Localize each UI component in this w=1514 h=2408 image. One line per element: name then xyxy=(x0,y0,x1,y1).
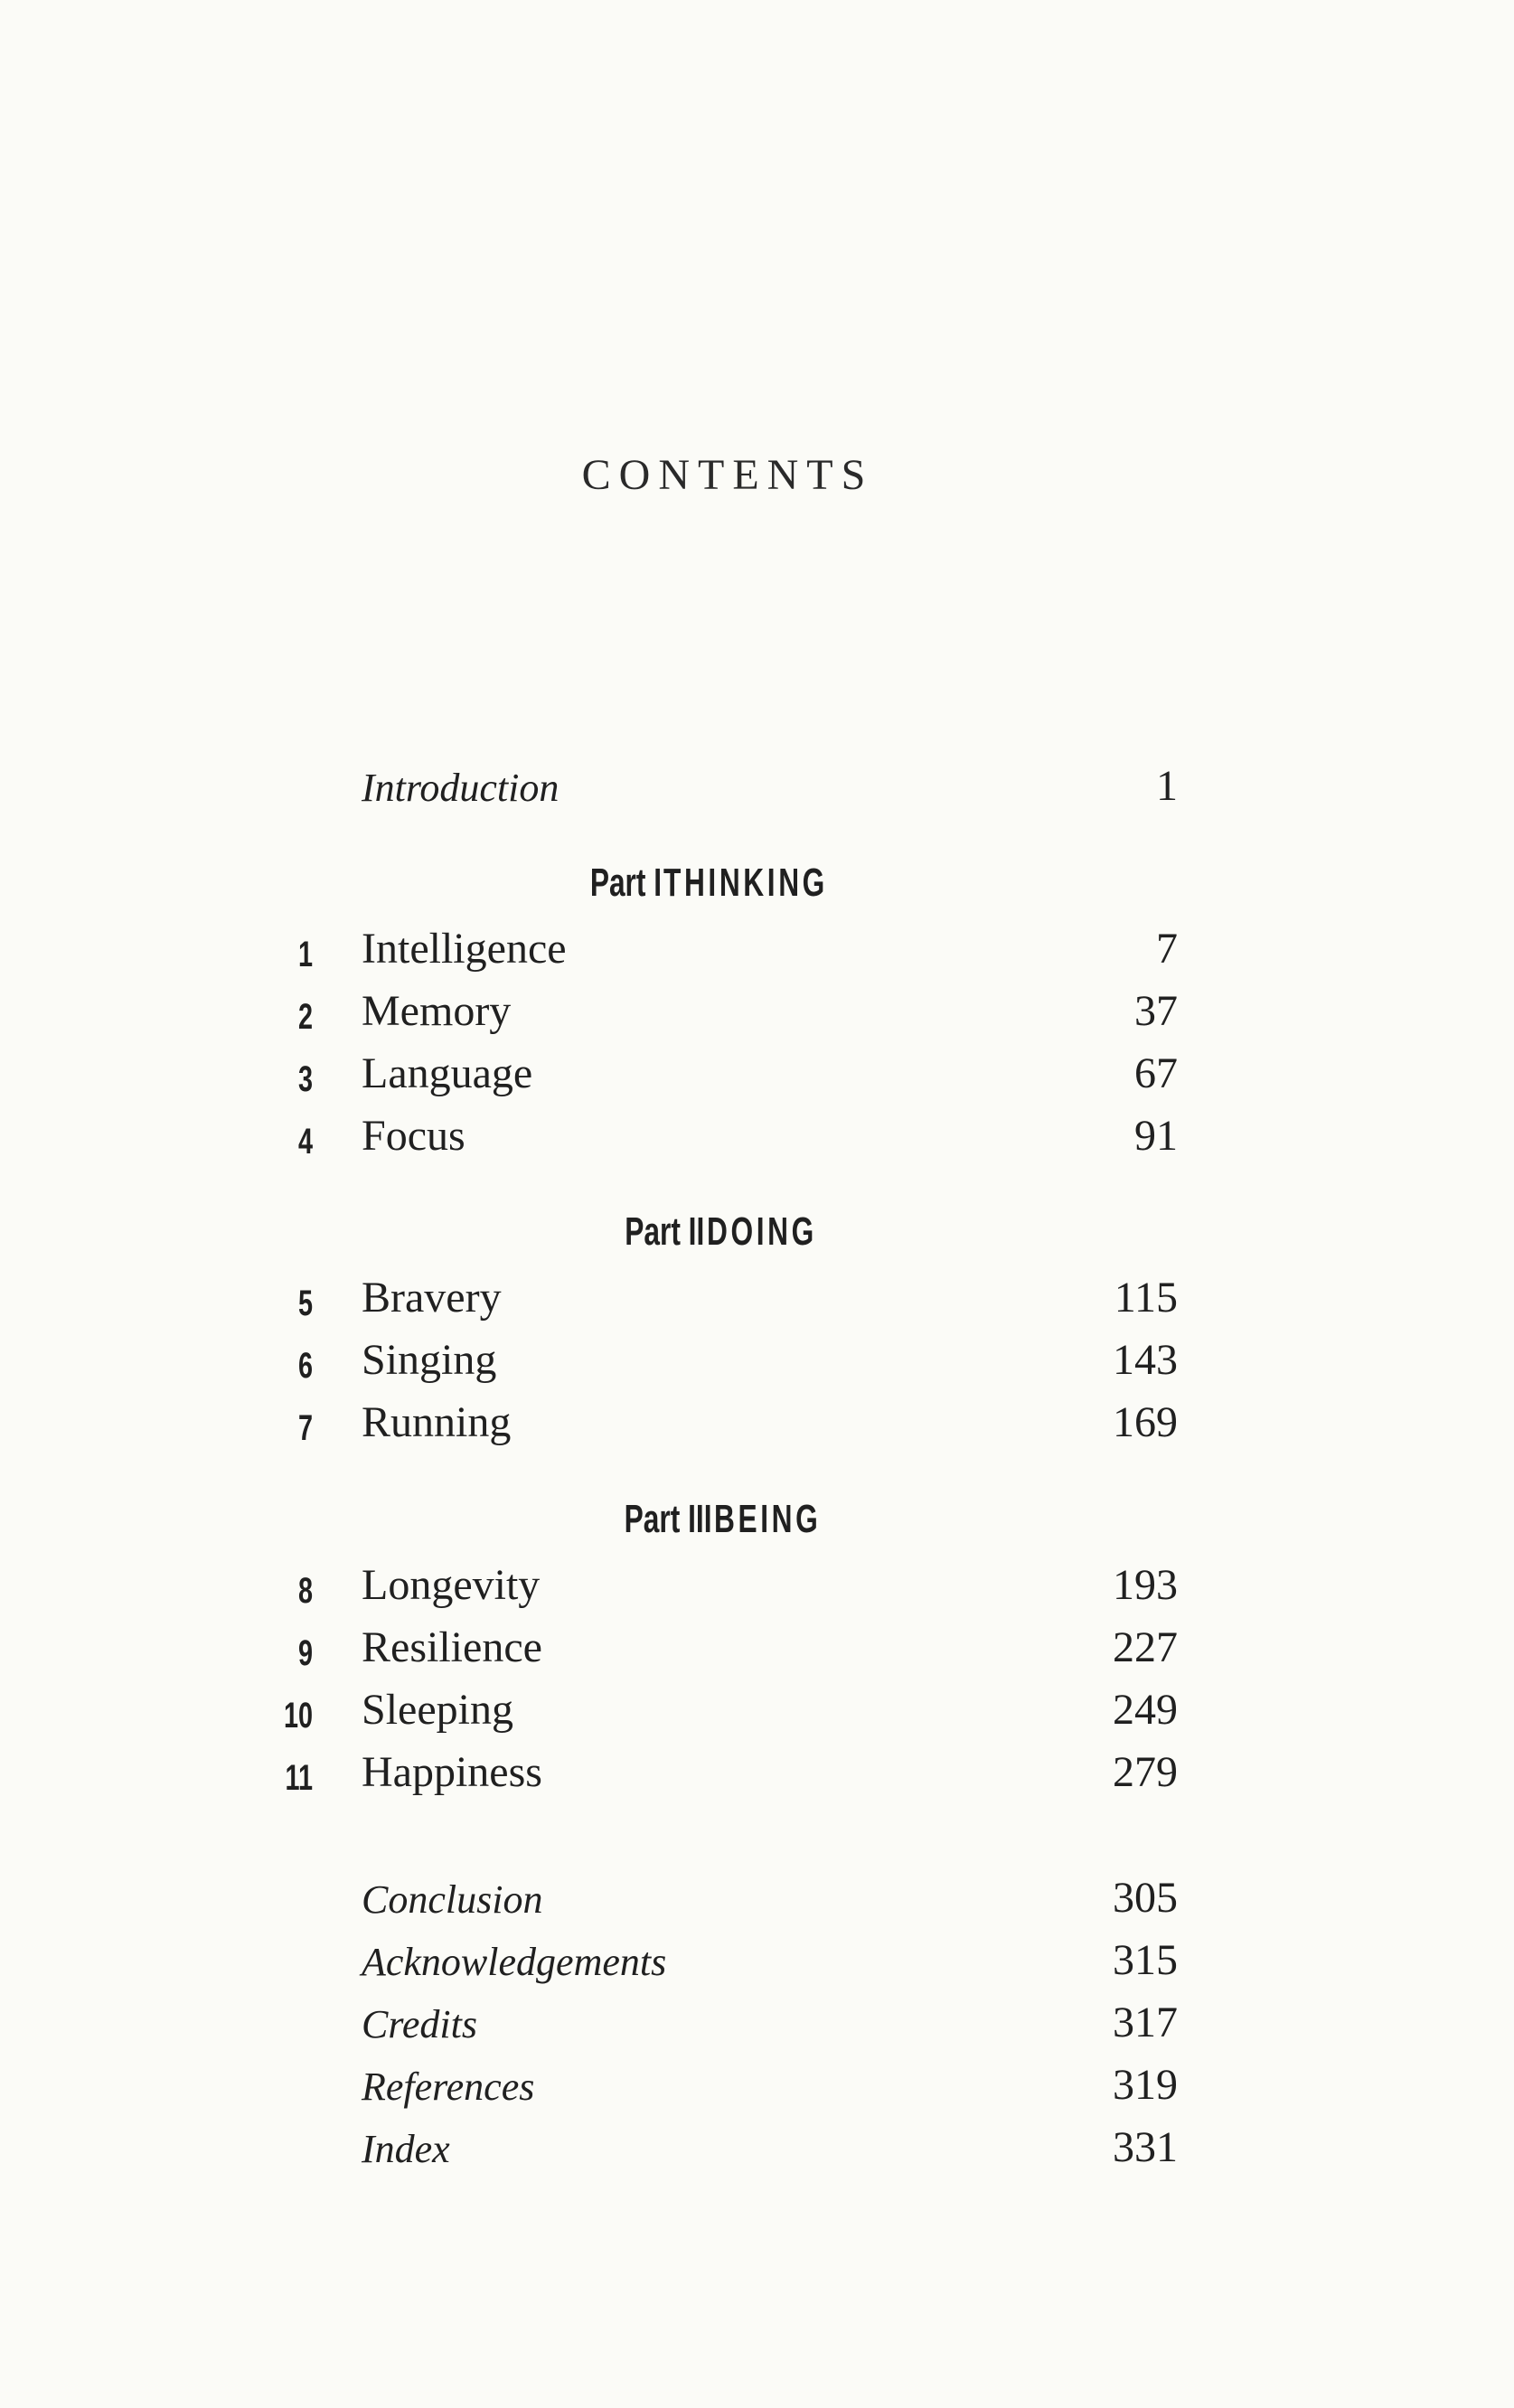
part-heading-3 xyxy=(0,1497,1514,1551)
chapter-page-number: 143 xyxy=(1113,1336,1178,1384)
entry-title: References xyxy=(362,2065,535,2109)
chapter-title: Resilience xyxy=(362,1623,542,1671)
entry-page-number: 319 xyxy=(1113,2061,1178,2109)
chapter-page-number: 91 xyxy=(1134,1112,1178,1160)
toc-entry-references[interactable] xyxy=(0,2060,1514,2121)
toc-entry-chapter[interactable] xyxy=(0,1111,1514,1172)
chapter-number: 3 xyxy=(297,1059,313,1099)
toc-entry-index[interactable] xyxy=(0,2122,1514,2184)
chapter-page-number: 249 xyxy=(1113,1686,1178,1734)
entry-page-number: 1 xyxy=(1156,762,1178,810)
chapter-page-number: 169 xyxy=(1113,1398,1178,1446)
chapter-title: Memory xyxy=(362,987,512,1035)
chapter-title: Bravery xyxy=(362,1274,502,1322)
toc-entry-chapter[interactable] xyxy=(0,1747,1514,1809)
part-label: Part III xyxy=(625,1497,712,1541)
chapter-page-number: 193 xyxy=(1113,1561,1178,1609)
chapter-title: Singing xyxy=(362,1336,497,1384)
chapter-title: Longevity xyxy=(362,1561,541,1609)
entry-page-number: 331 xyxy=(1113,2123,1178,2171)
entry-title: Introduction xyxy=(362,766,560,810)
entry-page-number: 315 xyxy=(1113,1936,1178,1984)
chapter-number: 11 xyxy=(285,1758,313,1798)
chapter-number: 9 xyxy=(297,1633,313,1673)
chapter-number: 4 xyxy=(297,1122,313,1162)
toc-entry-chapter[interactable] xyxy=(0,1335,1514,1397)
chapter-page-number: 7 xyxy=(1156,925,1178,973)
chapter-number: 7 xyxy=(297,1408,313,1448)
page-title: CONTENTS xyxy=(581,451,874,499)
chapter-title: Focus xyxy=(362,1112,465,1160)
part-label: Part I xyxy=(589,861,662,905)
chapter-title: Sleeping xyxy=(362,1686,513,1734)
entry-page-number: 317 xyxy=(1113,1999,1178,2046)
chapter-page-number: 279 xyxy=(1113,1748,1178,1796)
toc-entry-chapter[interactable] xyxy=(0,1397,1514,1459)
entry-title: Acknowledgements xyxy=(362,1940,667,1984)
toc-entry-chapter[interactable] xyxy=(0,1623,1514,1684)
part-name: DOING xyxy=(706,1209,817,1254)
part-heading-1 xyxy=(0,861,1514,915)
toc-entry-chapter[interactable] xyxy=(0,1560,1514,1622)
chapter-number: 5 xyxy=(297,1284,313,1323)
entry-title: Index xyxy=(362,2127,450,2171)
chapter-title: Happiness xyxy=(362,1748,542,1796)
chapter-title: Intelligence xyxy=(362,925,567,973)
toc-entry-conclusion[interactable] xyxy=(0,1873,1514,1934)
part-name: BEING xyxy=(714,1497,822,1541)
toc-entry-acknowledgements[interactable] xyxy=(0,1935,1514,1997)
chapter-number: 8 xyxy=(297,1571,313,1611)
toc-entry-introduction[interactable] xyxy=(0,761,1514,823)
chapter-number: 1 xyxy=(297,935,313,974)
toc-entry-chapter[interactable] xyxy=(0,924,1514,985)
entry-title: Conclusion xyxy=(362,1877,543,1922)
toc-entry-chapter[interactable] xyxy=(0,1049,1514,1110)
entry-page-number: 305 xyxy=(1113,1874,1178,1922)
chapter-number: 2 xyxy=(297,997,313,1037)
chapter-page-number: 115 xyxy=(1114,1274,1178,1322)
entry-title: Credits xyxy=(362,2002,477,2046)
chapter-title: Language xyxy=(362,1049,533,1097)
part-heading-2 xyxy=(0,1209,1514,1264)
toc-entry-chapter[interactable] xyxy=(0,1273,1514,1334)
chapter-page-number: 37 xyxy=(1134,987,1178,1035)
part-label: Part II xyxy=(625,1209,705,1254)
part-name: THINKING xyxy=(663,861,828,905)
chapter-number: 10 xyxy=(283,1696,313,1735)
chapter-page-number: 67 xyxy=(1134,1049,1178,1097)
toc-entry-chapter[interactable] xyxy=(0,1685,1514,1746)
chapter-page-number: 227 xyxy=(1113,1623,1178,1671)
toc-entry-credits[interactable] xyxy=(0,1998,1514,2059)
toc-entry-chapter[interactable] xyxy=(0,986,1514,1048)
chapter-title: Running xyxy=(362,1398,512,1446)
chapter-number: 6 xyxy=(297,1346,313,1386)
